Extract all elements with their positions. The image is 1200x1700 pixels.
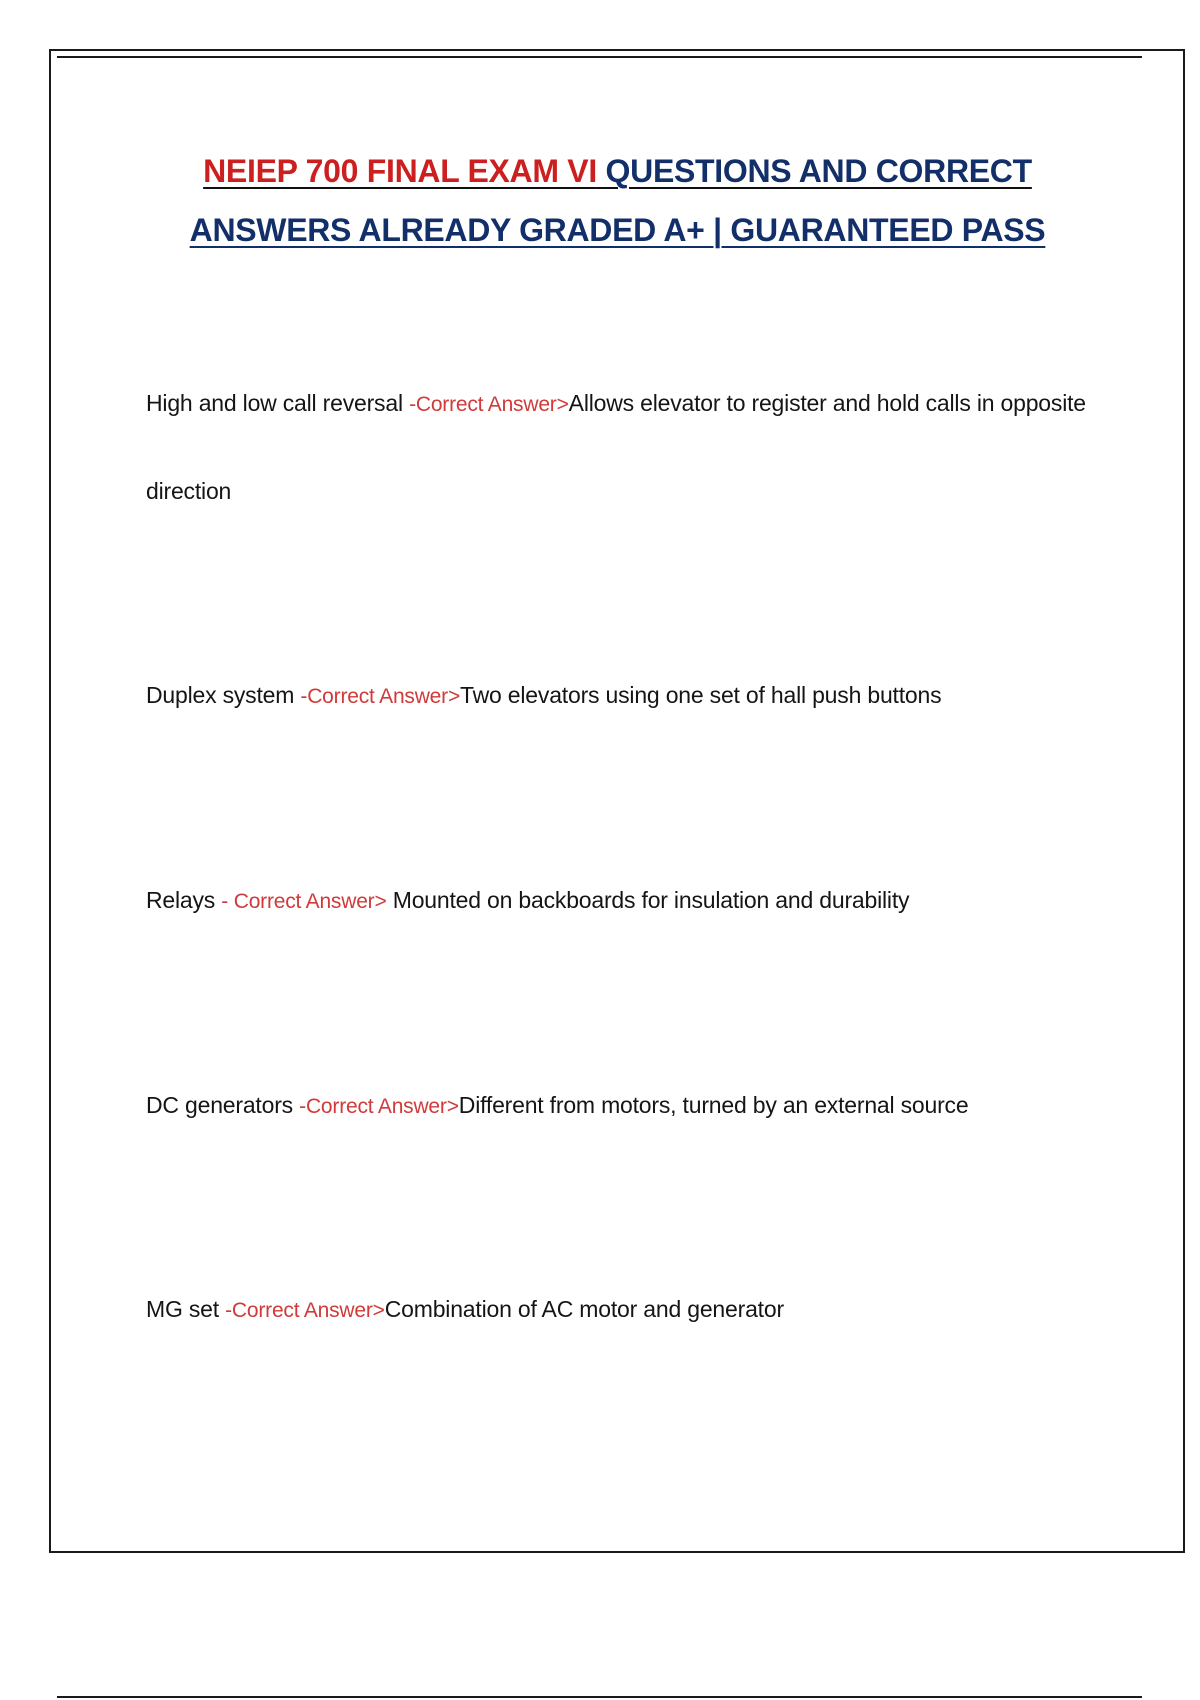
- qa-answer: Allows elevator to register and hold calls in opposite direction: [146, 390, 1086, 504]
- qa-separator: -Correct Answer>: [300, 685, 461, 708]
- qa-item: [146, 1062, 1096, 1150]
- qa-term: Duplex system: [146, 682, 301, 708]
- qa-answer: Combination of AC motor and generator: [384, 1296, 784, 1322]
- qa-answer: Mounted on backboards for insulation and durability: [386, 887, 910, 913]
- qa-separator: -Correct Answer>: [225, 1299, 385, 1322]
- title-line-1: [203, 142, 1032, 201]
- qa-item: [146, 652, 1096, 740]
- document-title: [120, 142, 1115, 260]
- footer-rule: [57, 1696, 1142, 1698]
- qa-item: [146, 857, 1096, 945]
- qa-answer: Two elevators using one set of hall push buttons: [460, 682, 942, 708]
- qa-term: High and low call reversal: [146, 390, 410, 416]
- qa-separator: - Correct Answer>: [221, 890, 387, 913]
- qa-item: [146, 1266, 1096, 1354]
- title-line-2: ANSWERS ALREADY GRADED A+ | GUARANTEED PASS: [189, 212, 1046, 248]
- qa-answer: Different from motors, turned by an external source: [458, 1092, 969, 1118]
- title-blue-part: QUESTIONS AND CORRECT: [605, 153, 1032, 189]
- title-red-part: NEIEP 700 FINAL EXAM VI: [203, 153, 597, 189]
- qa-term: MG set: [146, 1296, 226, 1322]
- qa-item: [146, 360, 1096, 535]
- qa-separator: -Correct Answer>: [299, 1095, 459, 1118]
- qa-term: DC generators: [146, 1092, 300, 1118]
- qa-term: Relays: [146, 887, 222, 913]
- qa-separator: -Correct Answer>: [409, 393, 569, 416]
